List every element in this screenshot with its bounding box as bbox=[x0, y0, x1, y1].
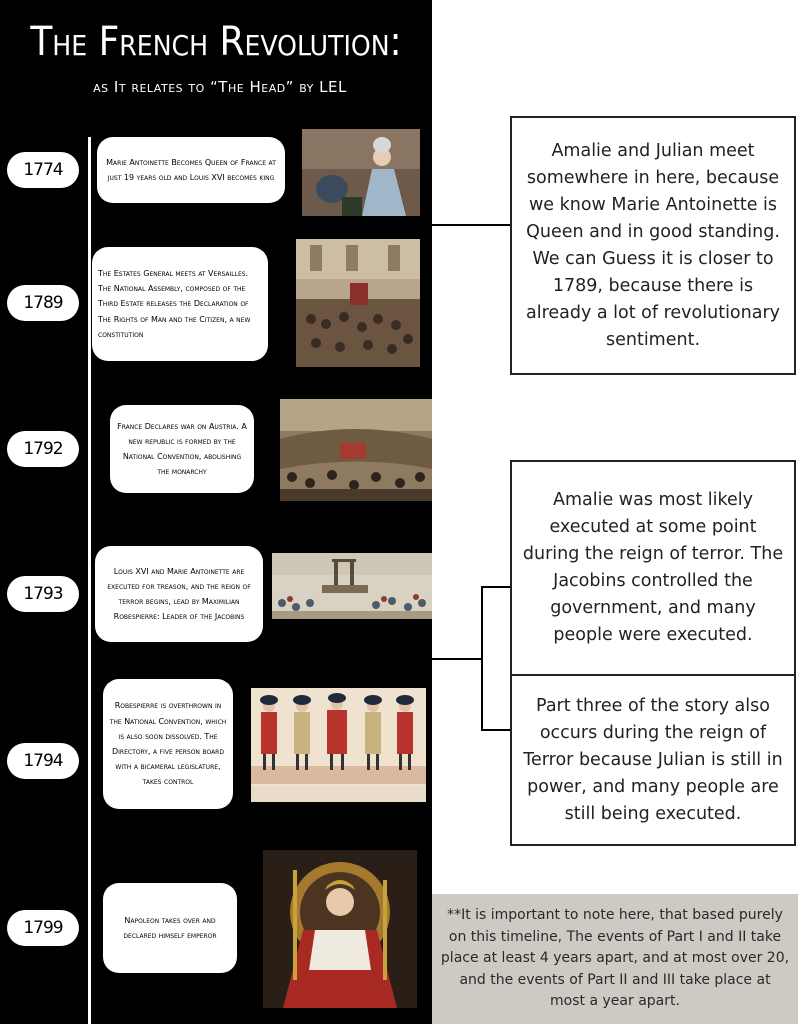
event-card-1774: Marie Antoinette Becomes Queen of France at just 19 years old and Louis XVI becomes king bbox=[97, 137, 285, 203]
event-card-1794: Robespierre is overthrown in the National Convention, which is also soon dissolved. The Directory, a five person board with a bicameral legislature, takes control bbox=[103, 679, 233, 809]
event-card-1799: Napoleon takes over and declared himself emperor bbox=[103, 883, 237, 973]
note-box-part-three: Part three of the story also occurs during the reign of Terror because Julian is still in power, and many people are still being executed. bbox=[510, 674, 796, 846]
year-badge-1793: 1793 bbox=[7, 576, 79, 612]
note-box-execution: Amalie was most likely executed at some point during the reign of terror. The Jacobins controlled the government, and many people were executed. bbox=[510, 460, 796, 676]
event-card-1789: The Estates General meets at Versailles. The National Assembly, composed of the Third Estate releases the Declaration of The Rights of Man and the Citizen, a new constitution bbox=[92, 247, 268, 361]
directory-members-image bbox=[251, 688, 426, 802]
year-badge-1799: 1799 bbox=[7, 910, 79, 946]
connector-note3 bbox=[481, 729, 510, 731]
event-card-1792: France Declares war on Austria. A new republic is formed by the National Convention, abolishing the monarchy bbox=[110, 405, 254, 493]
connector-main bbox=[432, 658, 482, 660]
national-convention-image bbox=[280, 399, 432, 501]
year-badge-1792: 1792 bbox=[7, 431, 79, 467]
footnote-box: **It is important to note here, that based purely on this timeline, The events of Part I and II take place at least 4 years apart, and at most over 20, and the events of Part II and III take place at most a year apart. bbox=[432, 894, 798, 1024]
page-subtitle: as It relates to “The Head” by LEL bbox=[93, 78, 347, 96]
portrait-marie-antoinette-image bbox=[302, 129, 420, 216]
page-title: The French Revolution: bbox=[30, 19, 402, 65]
year-badge-1789: 1789 bbox=[7, 285, 79, 321]
timeline-axis bbox=[88, 137, 91, 1024]
napoleon-portrait-image bbox=[263, 850, 417, 1008]
year-badge-1794: 1794 bbox=[7, 743, 79, 779]
event-card-1793: Louis XVI and Marie Antoinette are executed for treason, and the reign of terror begins, lead by Maximilian Robespierre: Leader of the Jacobins bbox=[95, 546, 263, 642]
connector-note1 bbox=[432, 224, 510, 226]
connector-note2 bbox=[481, 586, 510, 588]
year-badge-1774: 1774 bbox=[7, 152, 79, 188]
note-box-meeting: Amalie and Julian meet somewhere in here, because we know Marie Antoinette is Queen and in good standing. We can Guess it is closer to 1789, because there is already a lot of revolutionary sentiment. bbox=[510, 116, 796, 375]
connector-bracket bbox=[481, 586, 483, 730]
execution-engraving-image bbox=[272, 553, 432, 619]
estates-general-image bbox=[296, 239, 420, 367]
